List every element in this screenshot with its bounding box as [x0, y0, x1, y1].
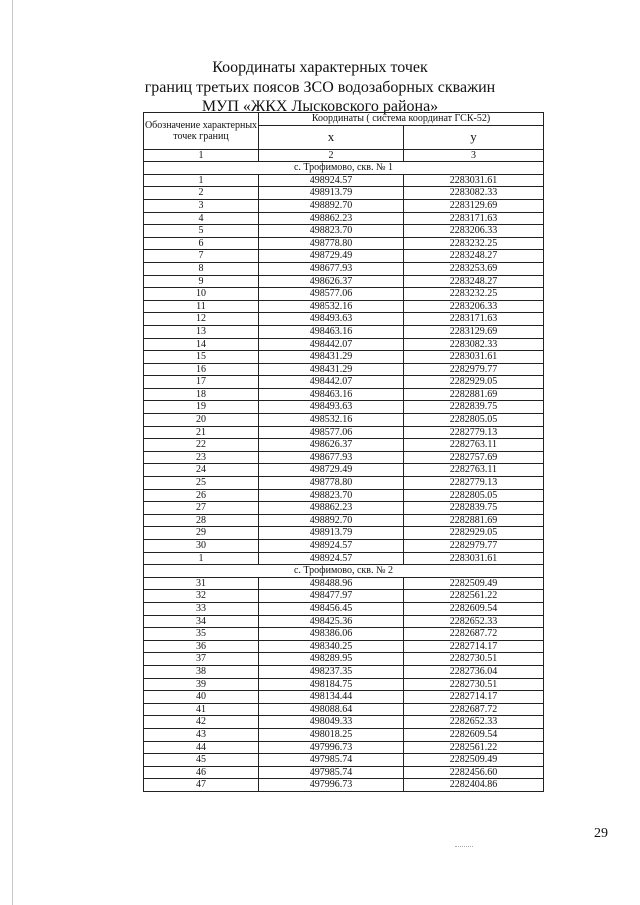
y-coordinate-cell: 2282714.17 — [404, 691, 544, 704]
point-number-cell: 28 — [144, 514, 259, 527]
x-coordinate-cell: 498862.23 — [259, 212, 404, 225]
table-row — [144, 275, 544, 288]
table-row — [144, 376, 544, 389]
y-coordinate-cell: 2283206.33 — [404, 225, 544, 238]
scan-artifact — [455, 846, 473, 847]
table-row — [144, 577, 544, 590]
y-coordinate-cell: 2283082.33 — [404, 338, 544, 351]
table-row — [144, 728, 544, 741]
y-coordinate-cell: 2282763.11 — [404, 464, 544, 477]
y-coordinate-cell: 2282561.22 — [404, 741, 544, 754]
table-row — [144, 766, 544, 779]
point-number-cell: 2 — [144, 187, 259, 200]
point-number-cell: 32 — [144, 590, 259, 603]
x-coordinate-cell: 498289.95 — [259, 653, 404, 666]
y-coordinate-cell: 2282779.13 — [404, 477, 544, 490]
y-coordinate-cell: 2282839.75 — [404, 502, 544, 515]
point-number-cell: 17 — [144, 376, 259, 389]
table-row — [144, 187, 544, 200]
table-row — [144, 363, 544, 376]
x-coordinate-cell: 498088.64 — [259, 703, 404, 716]
y-coordinate-cell: 2282763.11 — [404, 439, 544, 452]
title-line-1: Координаты характерных точек — [212, 59, 428, 76]
scan-edge-line — [12, 0, 13, 905]
y-coordinate-cell: 2283253.69 — [404, 262, 544, 275]
y-coordinate-cell: 2283129.69 — [404, 325, 544, 338]
x-coordinate-cell: 498477.97 — [259, 590, 404, 603]
x-coordinate-cell: 498924.57 — [259, 552, 404, 565]
table-row — [144, 401, 544, 414]
x-coordinate-cell: 498049.33 — [259, 716, 404, 729]
y-coordinate-cell: 2282805.05 — [404, 489, 544, 502]
y-coordinate-cell: 2282929.05 — [404, 376, 544, 389]
y-coordinate-cell: 2282881.69 — [404, 388, 544, 401]
section-row — [144, 565, 544, 578]
header-x: x — [259, 125, 404, 149]
point-number-cell: 20 — [144, 414, 259, 427]
table-row — [144, 464, 544, 477]
table-row — [144, 262, 544, 275]
y-coordinate-cell: 2283171.63 — [404, 212, 544, 225]
y-coordinate-cell: 2282881.69 — [404, 514, 544, 527]
point-number-cell: 29 — [144, 527, 259, 540]
y-coordinate-cell: 2282609.54 — [404, 602, 544, 615]
point-number-cell: 26 — [144, 489, 259, 502]
y-coordinate-cell: 2282652.33 — [404, 615, 544, 628]
point-number-cell: 23 — [144, 451, 259, 464]
point-number-cell: 1 — [144, 552, 259, 565]
table-row — [144, 250, 544, 263]
x-coordinate-cell: 498456.45 — [259, 602, 404, 615]
point-number-cell: 6 — [144, 237, 259, 250]
y-coordinate-cell: 2283206.33 — [404, 300, 544, 313]
point-number-cell: 40 — [144, 691, 259, 704]
point-number-cell: 13 — [144, 325, 259, 338]
x-coordinate-cell: 498778.80 — [259, 477, 404, 490]
table-row — [144, 703, 544, 716]
y-coordinate-cell: 2282714.17 — [404, 640, 544, 653]
table-row — [144, 590, 544, 603]
x-coordinate-cell: 498862.23 — [259, 502, 404, 515]
point-number-cell: 16 — [144, 363, 259, 376]
point-number-cell: 27 — [144, 502, 259, 515]
table-row — [144, 602, 544, 615]
point-number-cell: 35 — [144, 628, 259, 641]
header-designation: Обозначение характерных точек границ — [144, 113, 259, 150]
x-coordinate-cell: 498463.16 — [259, 325, 404, 338]
point-number-cell: 19 — [144, 401, 259, 414]
x-coordinate-cell: 497996.73 — [259, 779, 404, 792]
x-coordinate-cell: 498463.16 — [259, 388, 404, 401]
y-coordinate-cell: 2282509.49 — [404, 577, 544, 590]
coordinates-table — [143, 112, 544, 792]
table-row — [144, 678, 544, 691]
y-coordinate-cell: 2282561.22 — [404, 590, 544, 603]
point-number-cell: 4 — [144, 212, 259, 225]
x-coordinate-cell: 498488.96 — [259, 577, 404, 590]
table-row — [144, 288, 544, 301]
point-number-cell: 47 — [144, 779, 259, 792]
y-coordinate-cell: 2282509.49 — [404, 754, 544, 767]
x-coordinate-cell: 498431.29 — [259, 351, 404, 364]
x-coordinate-cell: 498626.37 — [259, 275, 404, 288]
point-number-cell: 12 — [144, 313, 259, 326]
point-number-cell: 30 — [144, 540, 259, 553]
x-coordinate-cell: 497985.74 — [259, 754, 404, 767]
table-row — [144, 451, 544, 464]
table-body — [144, 162, 544, 792]
section-label: с. Трофимово, скв. № 2 — [144, 565, 544, 578]
point-number-cell: 9 — [144, 275, 259, 288]
point-number-cell: 10 — [144, 288, 259, 301]
x-coordinate-cell: 498184.75 — [259, 678, 404, 691]
x-coordinate-cell: 498892.70 — [259, 199, 404, 212]
y-coordinate-cell: 2282456.60 — [404, 766, 544, 779]
y-coordinate-cell: 2282979.77 — [404, 540, 544, 553]
table-row — [144, 313, 544, 326]
y-coordinate-cell: 2282687.72 — [404, 628, 544, 641]
y-coordinate-cell: 2282730.51 — [404, 678, 544, 691]
point-number-cell: 25 — [144, 477, 259, 490]
title-line-3: МУП «ЖКХ Лысковского района» — [201, 98, 439, 115]
table-row — [144, 502, 544, 515]
point-number-cell: 39 — [144, 678, 259, 691]
header-num-2: 2 — [259, 149, 404, 162]
table-row — [144, 489, 544, 502]
table-row — [144, 552, 544, 565]
y-coordinate-cell: 2283171.63 — [404, 313, 544, 326]
point-number-cell: 43 — [144, 728, 259, 741]
point-number-cell: 46 — [144, 766, 259, 779]
point-number-cell: 44 — [144, 741, 259, 754]
point-number-cell: 37 — [144, 653, 259, 666]
table-row — [144, 174, 544, 187]
y-coordinate-cell: 2282929.05 — [404, 527, 544, 540]
y-coordinate-cell: 2283129.69 — [404, 199, 544, 212]
x-coordinate-cell: 498532.16 — [259, 300, 404, 313]
table-row — [144, 426, 544, 439]
y-coordinate-cell: 2282779.13 — [404, 426, 544, 439]
x-coordinate-cell: 498729.49 — [259, 464, 404, 477]
header-num-1: 1 — [144, 149, 259, 162]
x-coordinate-cell: 498018.25 — [259, 728, 404, 741]
table-row — [144, 325, 544, 338]
x-coordinate-cell: 498493.63 — [259, 401, 404, 414]
table-row — [144, 514, 544, 527]
y-coordinate-cell: 2282609.54 — [404, 728, 544, 741]
table-row — [144, 716, 544, 729]
page-number: 29 — [594, 826, 608, 841]
section-label: с. Трофимово, скв. № 1 — [144, 162, 544, 175]
table-row — [144, 439, 544, 452]
point-number-cell: 7 — [144, 250, 259, 263]
x-coordinate-cell: 498924.57 — [259, 540, 404, 553]
point-number-cell: 31 — [144, 577, 259, 590]
point-number-cell: 15 — [144, 351, 259, 364]
table-row — [144, 351, 544, 364]
x-coordinate-cell: 498913.79 — [259, 527, 404, 540]
point-number-cell: 8 — [144, 262, 259, 275]
header-y: y — [404, 125, 544, 149]
y-coordinate-cell: 2283031.61 — [404, 351, 544, 364]
point-number-cell: 3 — [144, 199, 259, 212]
x-coordinate-cell: 498577.06 — [259, 426, 404, 439]
x-coordinate-cell: 498778.80 — [259, 237, 404, 250]
x-coordinate-cell: 498340.25 — [259, 640, 404, 653]
table-row — [144, 237, 544, 250]
point-number-cell: 18 — [144, 388, 259, 401]
y-coordinate-cell: 2283031.61 — [404, 552, 544, 565]
x-coordinate-cell: 498924.57 — [259, 174, 404, 187]
x-coordinate-cell: 498532.16 — [259, 414, 404, 427]
table-row — [144, 388, 544, 401]
y-coordinate-cell: 2283082.33 — [404, 187, 544, 200]
table-row — [144, 338, 544, 351]
x-coordinate-cell: 498892.70 — [259, 514, 404, 527]
x-coordinate-cell: 498493.63 — [259, 313, 404, 326]
table-row — [144, 754, 544, 767]
point-number-cell: 45 — [144, 754, 259, 767]
x-coordinate-cell: 498134.44 — [259, 691, 404, 704]
y-coordinate-cell: 2282687.72 — [404, 703, 544, 716]
point-number-cell: 5 — [144, 225, 259, 238]
y-coordinate-cell: 2282736.04 — [404, 665, 544, 678]
x-coordinate-cell: 497985.74 — [259, 766, 404, 779]
x-coordinate-cell: 498677.93 — [259, 262, 404, 275]
point-number-cell: 42 — [144, 716, 259, 729]
y-coordinate-cell: 2283232.25 — [404, 237, 544, 250]
table-row — [144, 527, 544, 540]
y-coordinate-cell: 2282805.05 — [404, 414, 544, 427]
table-row — [144, 225, 544, 238]
x-coordinate-cell: 498913.79 — [259, 187, 404, 200]
point-number-cell: 33 — [144, 602, 259, 615]
point-number-cell: 22 — [144, 439, 259, 452]
point-number-cell: 34 — [144, 615, 259, 628]
x-coordinate-cell: 498425.36 — [259, 615, 404, 628]
y-coordinate-cell: 2283248.27 — [404, 250, 544, 263]
table-row — [144, 615, 544, 628]
point-number-cell: 38 — [144, 665, 259, 678]
y-coordinate-cell: 2283232.25 — [404, 288, 544, 301]
x-coordinate-cell: 497996.73 — [259, 741, 404, 754]
x-coordinate-cell: 498237.35 — [259, 665, 404, 678]
x-coordinate-cell: 498442.07 — [259, 376, 404, 389]
table-row — [144, 665, 544, 678]
table-row — [144, 640, 544, 653]
point-number-cell: 36 — [144, 640, 259, 653]
table-row — [144, 540, 544, 553]
x-coordinate-cell: 498626.37 — [259, 439, 404, 452]
y-coordinate-cell: 2282652.33 — [404, 716, 544, 729]
section-row — [144, 162, 544, 175]
table-row — [144, 779, 544, 792]
x-coordinate-cell: 498823.70 — [259, 225, 404, 238]
table-row — [144, 628, 544, 641]
title-line-2: границ третьих поясов ЗСО водозаборных скважин — [144, 79, 496, 96]
table-row — [144, 741, 544, 754]
y-coordinate-cell: 2283031.61 — [404, 174, 544, 187]
y-coordinate-cell: 2282730.51 — [404, 653, 544, 666]
y-coordinate-cell: 2283248.27 — [404, 275, 544, 288]
x-coordinate-cell: 498823.70 — [259, 489, 404, 502]
x-coordinate-cell: 498677.93 — [259, 451, 404, 464]
x-coordinate-cell: 498431.29 — [259, 363, 404, 376]
table-row — [144, 414, 544, 427]
point-number-cell: 41 — [144, 703, 259, 716]
table-row — [144, 300, 544, 313]
table-row — [144, 653, 544, 666]
y-coordinate-cell: 2282979.77 — [404, 363, 544, 376]
table-row — [144, 212, 544, 225]
point-number-cell: 21 — [144, 426, 259, 439]
x-coordinate-cell: 498442.07 — [259, 338, 404, 351]
y-coordinate-cell: 2282839.75 — [404, 401, 544, 414]
table-row — [144, 199, 544, 212]
x-coordinate-cell: 498577.06 — [259, 288, 404, 301]
header-num-3: 3 — [404, 149, 544, 162]
point-number-cell: 11 — [144, 300, 259, 313]
x-coordinate-cell: 498386.06 — [259, 628, 404, 641]
point-number-cell: 14 — [144, 338, 259, 351]
header-coordinates: Координаты ( система координат ГСК-52) — [259, 113, 544, 126]
table-row — [144, 691, 544, 704]
point-number-cell: 24 — [144, 464, 259, 477]
y-coordinate-cell: 2282757.69 — [404, 451, 544, 464]
point-number-cell: 1 — [144, 174, 259, 187]
x-coordinate-cell: 498729.49 — [259, 250, 404, 263]
y-coordinate-cell: 2282404.86 — [404, 779, 544, 792]
table-row — [144, 477, 544, 490]
